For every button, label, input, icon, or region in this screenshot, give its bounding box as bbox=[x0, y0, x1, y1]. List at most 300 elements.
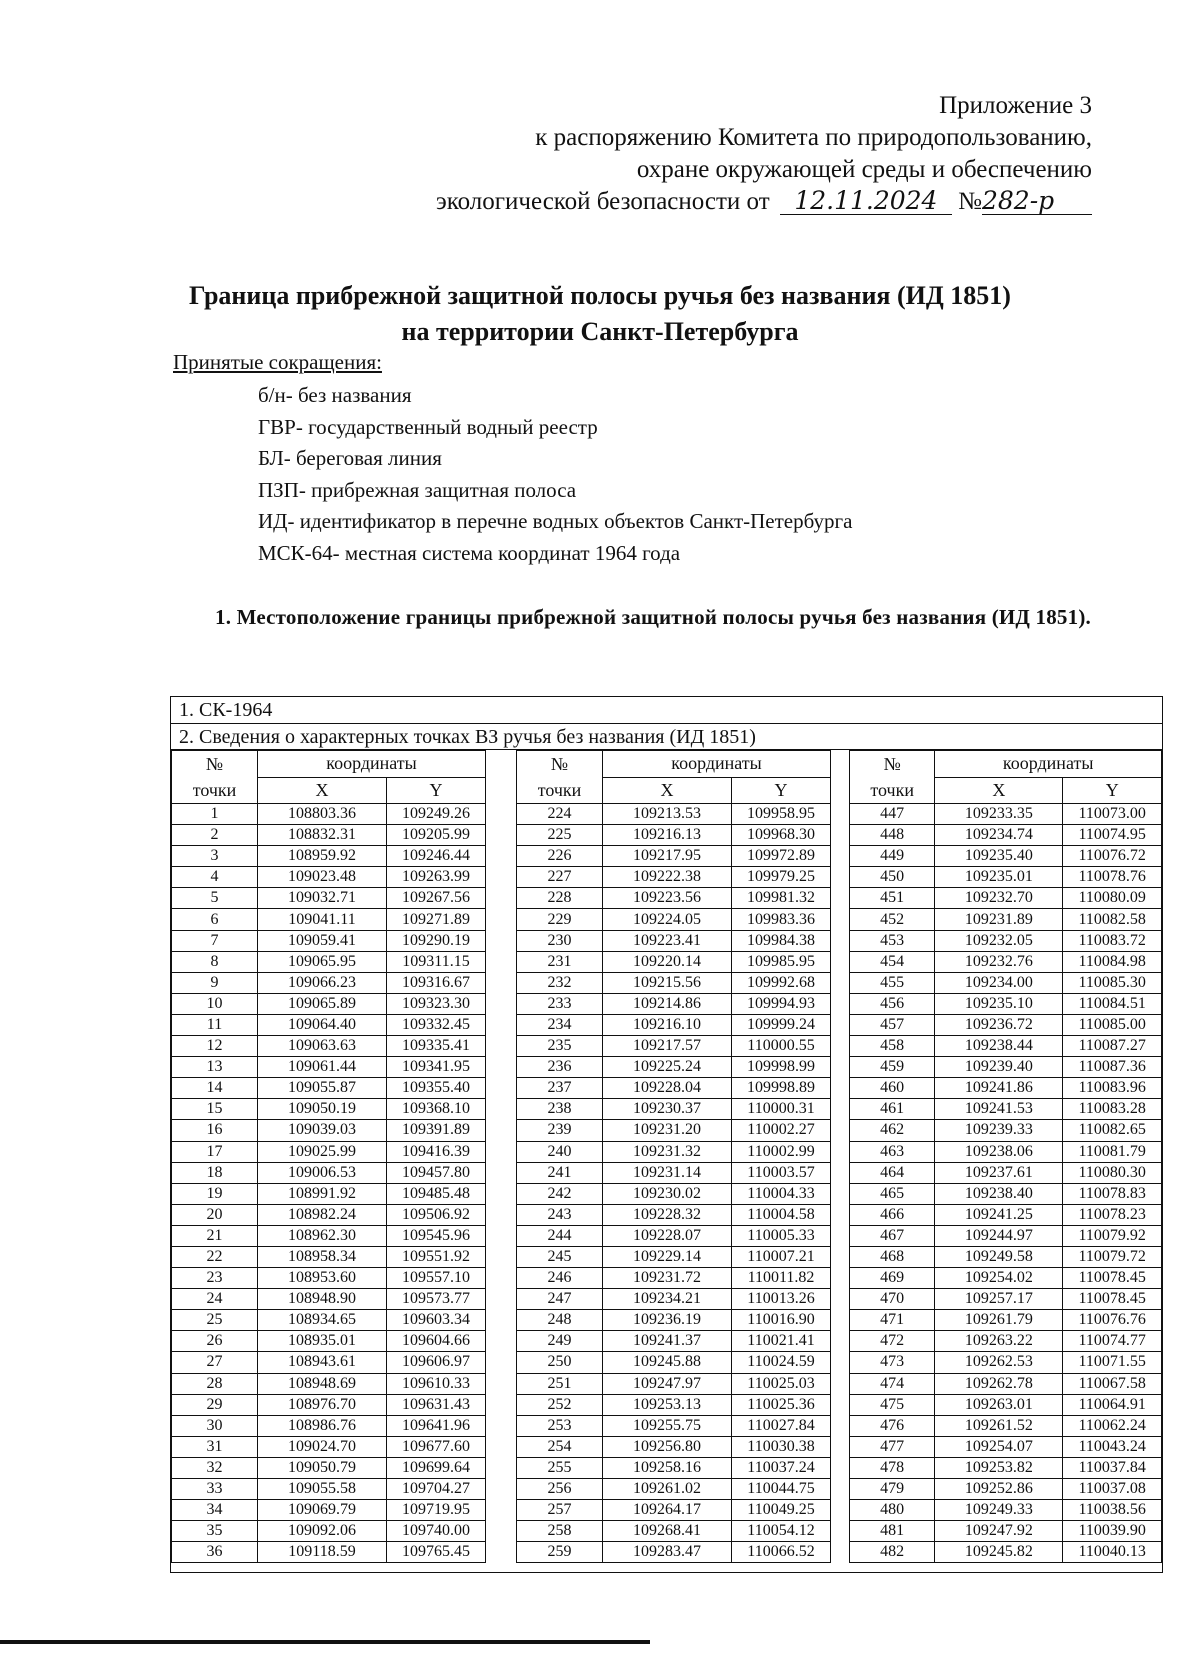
y-coordinate-cell: 109246.44 bbox=[387, 846, 486, 867]
x-coordinate-cell: 109230.02 bbox=[603, 1183, 732, 1204]
x-coordinate-cell: 109263.01 bbox=[935, 1394, 1063, 1415]
x-coordinate-cell: 109236.19 bbox=[603, 1310, 732, 1331]
table-row bbox=[850, 867, 1162, 888]
point-number-cell: 250 bbox=[517, 1352, 603, 1373]
block-header-row-2 bbox=[850, 777, 1162, 804]
table-row bbox=[172, 1057, 486, 1078]
x-coordinate-cell: 109235.01 bbox=[935, 867, 1063, 888]
appendix-line-4 bbox=[436, 186, 1092, 218]
table-row bbox=[172, 1373, 486, 1394]
point-number-cell: 21 bbox=[172, 1225, 258, 1246]
point-number-cell: 469 bbox=[850, 1268, 935, 1289]
x-coordinate-cell: 109231.32 bbox=[603, 1141, 732, 1162]
point-number-cell: 23 bbox=[172, 1268, 258, 1289]
x-coordinate-cell: 109252.86 bbox=[935, 1479, 1063, 1500]
point-number-cell: 234 bbox=[517, 1014, 603, 1035]
y-coordinate-cell: 109249.26 bbox=[387, 804, 486, 825]
x-coordinate-cell: 108958.34 bbox=[258, 1246, 387, 1267]
appendix-line-2: к распоряжению Комитета по природопользованию, bbox=[535, 124, 1092, 151]
x-coordinate-cell: 109118.59 bbox=[258, 1542, 387, 1563]
table-row bbox=[850, 951, 1162, 972]
table-row bbox=[517, 1331, 831, 1352]
table-row bbox=[850, 1268, 1162, 1289]
y-coordinate-cell: 109998.89 bbox=[732, 1078, 831, 1099]
x-coordinate-cell: 109253.13 bbox=[603, 1394, 732, 1415]
x-coordinate-cell: 109239.40 bbox=[935, 1057, 1063, 1078]
x-coordinate-cell: 109063.63 bbox=[258, 1036, 387, 1057]
y-coordinate-cell: 110083.96 bbox=[1063, 1078, 1162, 1099]
point-number-cell: 482 bbox=[850, 1542, 935, 1563]
col-point-header: точки bbox=[517, 777, 603, 804]
point-number-cell: 33 bbox=[172, 1479, 258, 1500]
y-coordinate-cell: 109699.64 bbox=[387, 1457, 486, 1478]
point-number-cell: 226 bbox=[517, 846, 603, 867]
y-coordinate-cell: 109604.66 bbox=[387, 1331, 486, 1352]
x-coordinate-cell: 109232.76 bbox=[935, 951, 1063, 972]
point-number-cell: 230 bbox=[517, 930, 603, 951]
table-row bbox=[850, 1246, 1162, 1267]
abbreviations-list bbox=[258, 380, 852, 569]
y-coordinate-cell: 110085.00 bbox=[1063, 1014, 1162, 1035]
point-number-cell: 248 bbox=[517, 1310, 603, 1331]
x-coordinate-cell: 109238.06 bbox=[935, 1141, 1063, 1162]
y-coordinate-cell: 109335.41 bbox=[387, 1036, 486, 1057]
table-row bbox=[517, 1289, 831, 1310]
appendix-line-1: Приложение 3 bbox=[939, 92, 1092, 119]
table-row bbox=[517, 1162, 831, 1183]
point-number-cell: 25 bbox=[172, 1310, 258, 1331]
y-coordinate-cell: 109557.10 bbox=[387, 1268, 486, 1289]
x-coordinate-cell: 109216.10 bbox=[603, 1014, 732, 1035]
y-coordinate-cell: 110083.72 bbox=[1063, 930, 1162, 951]
point-number-cell: 470 bbox=[850, 1289, 935, 1310]
y-coordinate-cell: 110074.77 bbox=[1063, 1331, 1162, 1352]
abbreviation-item: МСК-64- местная система координат 1964 года bbox=[258, 540, 681, 565]
point-number-cell: 245 bbox=[517, 1246, 603, 1267]
point-number-cell: 27 bbox=[172, 1352, 258, 1373]
y-coordinate-cell: 109610.33 bbox=[387, 1373, 486, 1394]
x-coordinate-cell: 109213.53 bbox=[603, 804, 732, 825]
point-number-cell: 257 bbox=[517, 1500, 603, 1521]
x-coordinate-cell: 109232.70 bbox=[935, 888, 1063, 909]
point-number-cell: 448 bbox=[850, 825, 935, 846]
point-number-cell: 249 bbox=[517, 1331, 603, 1352]
x-coordinate-cell: 108935.01 bbox=[258, 1331, 387, 1352]
point-number-cell: 458 bbox=[850, 1036, 935, 1057]
table-row bbox=[172, 1521, 486, 1542]
y-coordinate-cell: 110078.23 bbox=[1063, 1204, 1162, 1225]
col-number-header: № bbox=[517, 751, 603, 778]
x-coordinate-cell: 109256.80 bbox=[603, 1436, 732, 1457]
x-coordinate-cell: 109262.78 bbox=[935, 1373, 1063, 1394]
y-coordinate-cell: 109332.45 bbox=[387, 1014, 486, 1035]
y-coordinate-cell: 109316.67 bbox=[387, 972, 486, 993]
table-row bbox=[172, 1457, 486, 1478]
table-row bbox=[517, 1436, 831, 1457]
table-row bbox=[850, 1352, 1162, 1373]
abbreviation-item: БЛ- береговая линия bbox=[258, 446, 442, 470]
point-number-cell: 454 bbox=[850, 951, 935, 972]
y-coordinate-cell: 109290.19 bbox=[387, 930, 486, 951]
y-coordinate-cell: 109271.89 bbox=[387, 909, 486, 930]
x-coordinate-cell: 109235.10 bbox=[935, 993, 1063, 1014]
x-coordinate-cell: 109064.40 bbox=[258, 1014, 387, 1035]
table-row bbox=[172, 930, 486, 951]
point-number-cell: 2 bbox=[172, 825, 258, 846]
table-row bbox=[517, 1521, 831, 1542]
y-coordinate-cell: 110083.28 bbox=[1063, 1099, 1162, 1120]
point-number-cell: 447 bbox=[850, 804, 935, 825]
col-coordinates-header: координаты bbox=[935, 751, 1162, 778]
y-coordinate-cell: 109984.38 bbox=[732, 930, 831, 951]
x-coordinate-cell: 109229.14 bbox=[603, 1246, 732, 1267]
table-row bbox=[850, 972, 1162, 993]
point-number-cell: 12 bbox=[172, 1036, 258, 1057]
x-coordinate-cell: 109006.53 bbox=[258, 1162, 387, 1183]
table-row bbox=[850, 1099, 1162, 1120]
y-coordinate-cell: 109545.96 bbox=[387, 1225, 486, 1246]
x-coordinate-cell: 109223.56 bbox=[603, 888, 732, 909]
bottom-rule bbox=[0, 1640, 650, 1644]
point-number-cell: 26 bbox=[172, 1331, 258, 1352]
y-coordinate-cell: 110013.26 bbox=[732, 1289, 831, 1310]
table-row bbox=[172, 804, 486, 825]
x-coordinate-cell: 109247.97 bbox=[603, 1373, 732, 1394]
point-number-cell: 464 bbox=[850, 1162, 935, 1183]
x-coordinate-cell: 109041.11 bbox=[258, 909, 387, 930]
x-coordinate-cell: 108943.61 bbox=[258, 1352, 387, 1373]
table-row bbox=[172, 1204, 486, 1225]
x-coordinate-cell: 108934.65 bbox=[258, 1310, 387, 1331]
y-coordinate-cell: 110037.24 bbox=[732, 1457, 831, 1478]
col-number-header: № bbox=[850, 751, 935, 778]
y-coordinate-cell: 109979.25 bbox=[732, 867, 831, 888]
point-number-cell: 35 bbox=[172, 1521, 258, 1542]
y-coordinate-cell: 109311.15 bbox=[387, 951, 486, 972]
table-row bbox=[172, 1036, 486, 1057]
point-number-cell: 452 bbox=[850, 909, 935, 930]
point-number-cell: 28 bbox=[172, 1373, 258, 1394]
y-coordinate-cell: 110025.03 bbox=[732, 1373, 831, 1394]
x-coordinate-cell: 109217.95 bbox=[603, 846, 732, 867]
table-row bbox=[517, 825, 831, 846]
point-number-cell: 18 bbox=[172, 1162, 258, 1183]
x-coordinate-cell: 109239.33 bbox=[935, 1120, 1063, 1141]
point-number-cell: 239 bbox=[517, 1120, 603, 1141]
y-coordinate-cell: 110049.25 bbox=[732, 1500, 831, 1521]
y-coordinate-cell: 109968.30 bbox=[732, 825, 831, 846]
x-coordinate-cell: 109065.95 bbox=[258, 951, 387, 972]
point-number-cell: 7 bbox=[172, 930, 258, 951]
table-row bbox=[850, 888, 1162, 909]
point-number-cell: 472 bbox=[850, 1331, 935, 1352]
table-row bbox=[517, 1014, 831, 1035]
y-coordinate-cell: 110078.83 bbox=[1063, 1183, 1162, 1204]
document-title bbox=[0, 278, 1200, 350]
x-coordinate-cell: 109214.86 bbox=[603, 993, 732, 1014]
table-row bbox=[172, 1078, 486, 1099]
x-coordinate-cell: 108991.92 bbox=[258, 1183, 387, 1204]
x-coordinate-cell: 109236.72 bbox=[935, 1014, 1063, 1035]
y-coordinate-cell: 110000.31 bbox=[732, 1099, 831, 1120]
y-coordinate-cell: 109551.92 bbox=[387, 1246, 486, 1267]
y-coordinate-cell: 110000.55 bbox=[732, 1036, 831, 1057]
table-row bbox=[517, 1268, 831, 1289]
point-number-cell: 31 bbox=[172, 1436, 258, 1457]
table-row bbox=[517, 1479, 831, 1500]
handwritten-number: 282-р bbox=[982, 188, 1092, 215]
point-number-cell: 461 bbox=[850, 1099, 935, 1120]
y-coordinate-cell: 110030.38 bbox=[732, 1436, 831, 1457]
document-title-line-1: Граница прибрежной защитной полосы ручья без названия (ИД 1851) bbox=[189, 281, 1011, 310]
table-row bbox=[172, 846, 486, 867]
point-number-cell: 479 bbox=[850, 1479, 935, 1500]
col-y-header: Y bbox=[1063, 777, 1162, 804]
x-coordinate-cell: 109024.70 bbox=[258, 1436, 387, 1457]
point-number-cell: 237 bbox=[517, 1078, 603, 1099]
y-coordinate-cell: 109603.34 bbox=[387, 1310, 486, 1331]
x-coordinate-cell: 108803.36 bbox=[258, 804, 387, 825]
point-number-cell: 14 bbox=[172, 1078, 258, 1099]
block-header-row-2 bbox=[517, 777, 831, 804]
point-number-cell: 453 bbox=[850, 930, 935, 951]
table-row bbox=[850, 1415, 1162, 1436]
point-number-cell: 480 bbox=[850, 1500, 935, 1521]
point-number-cell: 15 bbox=[172, 1099, 258, 1120]
table-row bbox=[172, 1183, 486, 1204]
y-coordinate-cell: 110076.76 bbox=[1063, 1310, 1162, 1331]
table-row bbox=[172, 1352, 486, 1373]
table-row bbox=[172, 1268, 486, 1289]
table-row bbox=[517, 1099, 831, 1120]
y-coordinate-cell: 109641.96 bbox=[387, 1415, 486, 1436]
point-number-cell: 224 bbox=[517, 804, 603, 825]
point-number-cell: 467 bbox=[850, 1225, 935, 1246]
y-coordinate-cell: 109355.40 bbox=[387, 1078, 486, 1099]
x-coordinate-cell: 108976.70 bbox=[258, 1394, 387, 1415]
col-point-header: точки bbox=[850, 777, 935, 804]
point-number-cell: 256 bbox=[517, 1479, 603, 1500]
block-header-row-1 bbox=[850, 751, 1162, 778]
point-number-cell: 36 bbox=[172, 1542, 258, 1563]
y-coordinate-cell: 109704.27 bbox=[387, 1479, 486, 1500]
x-coordinate-cell: 109254.02 bbox=[935, 1268, 1063, 1289]
table-row bbox=[517, 1183, 831, 1204]
y-coordinate-cell: 110037.84 bbox=[1063, 1457, 1162, 1478]
table-row bbox=[172, 1415, 486, 1436]
point-number-cell: 241 bbox=[517, 1162, 603, 1183]
table-row bbox=[517, 930, 831, 951]
point-number-cell: 231 bbox=[517, 951, 603, 972]
point-number-cell: 463 bbox=[850, 1141, 935, 1162]
table-row bbox=[172, 1014, 486, 1035]
x-coordinate-cell: 109249.58 bbox=[935, 1246, 1063, 1267]
point-number-cell: 8 bbox=[172, 951, 258, 972]
x-coordinate-cell: 109228.32 bbox=[603, 1204, 732, 1225]
table-row bbox=[172, 825, 486, 846]
point-number-cell: 476 bbox=[850, 1415, 935, 1436]
y-coordinate-cell: 110081.79 bbox=[1063, 1141, 1162, 1162]
block-header-row-1 bbox=[172, 751, 486, 778]
y-coordinate-cell: 110074.95 bbox=[1063, 825, 1162, 846]
x-coordinate-cell: 108832.31 bbox=[258, 825, 387, 846]
table-row bbox=[850, 1289, 1162, 1310]
table-row bbox=[517, 1500, 831, 1521]
table-row bbox=[172, 972, 486, 993]
y-coordinate-cell: 109740.00 bbox=[387, 1521, 486, 1542]
table-row bbox=[517, 1141, 831, 1162]
table-row bbox=[850, 1120, 1162, 1141]
y-coordinate-cell: 109631.43 bbox=[387, 1394, 486, 1415]
y-coordinate-cell: 109506.92 bbox=[387, 1204, 486, 1225]
appendix-line-3: охране окружающей среды и обеспечению bbox=[636, 156, 1092, 183]
col-coordinates-header: координаты bbox=[603, 751, 831, 778]
table-row bbox=[517, 1204, 831, 1225]
point-number-cell: 481 bbox=[850, 1521, 935, 1542]
point-number-cell: 235 bbox=[517, 1036, 603, 1057]
x-coordinate-cell: 109258.16 bbox=[603, 1457, 732, 1478]
x-coordinate-cell: 109234.74 bbox=[935, 825, 1063, 846]
point-number-cell: 5 bbox=[172, 888, 258, 909]
abbreviation-item: б/н- без названия bbox=[258, 383, 412, 407]
point-number-cell: 242 bbox=[517, 1183, 603, 1204]
table-row bbox=[172, 993, 486, 1014]
table-row bbox=[850, 930, 1162, 951]
x-coordinate-cell: 109241.53 bbox=[935, 1099, 1063, 1120]
point-number-cell: 32 bbox=[172, 1457, 258, 1478]
appendix-header bbox=[436, 90, 1092, 218]
point-number-cell: 232 bbox=[517, 972, 603, 993]
table-row bbox=[517, 1057, 831, 1078]
table-row bbox=[517, 1373, 831, 1394]
x-coordinate-cell: 109261.02 bbox=[603, 1479, 732, 1500]
table-row bbox=[517, 909, 831, 930]
x-coordinate-cell: 109220.14 bbox=[603, 951, 732, 972]
x-coordinate-cell: 109223.41 bbox=[603, 930, 732, 951]
table-row bbox=[517, 846, 831, 867]
x-coordinate-cell: 109092.06 bbox=[258, 1521, 387, 1542]
point-number-cell: 246 bbox=[517, 1268, 603, 1289]
point-number-cell: 240 bbox=[517, 1141, 603, 1162]
table-row bbox=[850, 1331, 1162, 1352]
x-coordinate-cell: 109055.58 bbox=[258, 1479, 387, 1500]
table-row bbox=[517, 1225, 831, 1246]
col-coordinates-header: координаты bbox=[258, 751, 486, 778]
point-number-cell: 252 bbox=[517, 1394, 603, 1415]
x-coordinate-cell: 109039.03 bbox=[258, 1120, 387, 1141]
point-number-cell: 233 bbox=[517, 993, 603, 1014]
y-coordinate-cell: 110025.36 bbox=[732, 1394, 831, 1415]
point-number-cell: 253 bbox=[517, 1415, 603, 1436]
x-coordinate-cell: 109231.89 bbox=[935, 909, 1063, 930]
point-number-cell: 258 bbox=[517, 1521, 603, 1542]
table-row bbox=[517, 1120, 831, 1141]
point-number-cell: 462 bbox=[850, 1120, 935, 1141]
y-coordinate-cell: 110080.09 bbox=[1063, 888, 1162, 909]
point-number-cell: 29 bbox=[172, 1394, 258, 1415]
y-coordinate-cell: 109391.89 bbox=[387, 1120, 486, 1141]
point-number-cell: 459 bbox=[850, 1057, 935, 1078]
table-row bbox=[172, 1436, 486, 1457]
table-row bbox=[850, 993, 1162, 1014]
block-header-row-1 bbox=[517, 751, 831, 778]
table-header-description: 2. Сведения о характерных точках ВЗ ручья без названия (ИД 1851) bbox=[171, 724, 1162, 750]
table-row bbox=[517, 888, 831, 909]
x-coordinate-cell: 109025.99 bbox=[258, 1141, 387, 1162]
table-row bbox=[172, 951, 486, 972]
table-row bbox=[850, 1394, 1162, 1415]
point-number-cell: 236 bbox=[517, 1057, 603, 1078]
x-coordinate-cell: 108948.90 bbox=[258, 1289, 387, 1310]
x-coordinate-cell: 109230.37 bbox=[603, 1099, 732, 1120]
y-coordinate-cell: 109416.39 bbox=[387, 1141, 486, 1162]
point-number-cell: 11 bbox=[172, 1014, 258, 1035]
point-number-cell: 238 bbox=[517, 1099, 603, 1120]
y-coordinate-cell: 110064.91 bbox=[1063, 1394, 1162, 1415]
point-number-cell: 4 bbox=[172, 867, 258, 888]
y-coordinate-cell: 110067.58 bbox=[1063, 1373, 1162, 1394]
table-row bbox=[172, 909, 486, 930]
table-row bbox=[850, 1542, 1162, 1563]
x-coordinate-cell: 108953.60 bbox=[258, 1268, 387, 1289]
table-row bbox=[172, 1099, 486, 1120]
x-coordinate-cell: 109224.05 bbox=[603, 909, 732, 930]
x-coordinate-cell: 109222.38 bbox=[603, 867, 732, 888]
x-coordinate-cell: 109050.79 bbox=[258, 1457, 387, 1478]
y-coordinate-cell: 109323.30 bbox=[387, 993, 486, 1014]
table-row bbox=[850, 1014, 1162, 1035]
handwritten-date: 12.11.2024 bbox=[780, 188, 952, 215]
point-number-cell: 227 bbox=[517, 867, 603, 888]
table-row bbox=[850, 1479, 1162, 1500]
y-coordinate-cell: 110043.24 bbox=[1063, 1436, 1162, 1457]
y-coordinate-cell: 110037.08 bbox=[1063, 1479, 1162, 1500]
point-number-cell: 255 bbox=[517, 1457, 603, 1478]
y-coordinate-cell: 110004.58 bbox=[732, 1204, 831, 1225]
y-coordinate-cell: 109998.99 bbox=[732, 1057, 831, 1078]
point-number-cell: 16 bbox=[172, 1120, 258, 1141]
y-coordinate-cell: 110066.52 bbox=[732, 1542, 831, 1563]
table-header-system: 1. СК-1964 bbox=[171, 697, 1162, 724]
y-coordinate-cell: 109719.95 bbox=[387, 1500, 486, 1521]
point-number-cell: 247 bbox=[517, 1289, 603, 1310]
y-coordinate-cell: 110003.57 bbox=[732, 1162, 831, 1183]
number-sign: № bbox=[958, 188, 982, 215]
point-number-cell: 225 bbox=[517, 825, 603, 846]
x-coordinate-cell: 108948.69 bbox=[258, 1373, 387, 1394]
y-coordinate-cell: 110079.92 bbox=[1063, 1225, 1162, 1246]
x-coordinate-cell: 109245.82 bbox=[935, 1542, 1063, 1563]
y-coordinate-cell: 110078.76 bbox=[1063, 867, 1162, 888]
table-row bbox=[517, 972, 831, 993]
y-coordinate-cell: 109267.56 bbox=[387, 888, 486, 909]
y-coordinate-cell: 109573.77 bbox=[387, 1289, 486, 1310]
col-x-header: X bbox=[258, 777, 387, 804]
abbreviations-heading: Принятые сокращения: bbox=[173, 350, 382, 374]
y-coordinate-cell: 109958.95 bbox=[732, 804, 831, 825]
x-coordinate-cell: 109249.33 bbox=[935, 1500, 1063, 1521]
table-row bbox=[172, 867, 486, 888]
table-row bbox=[850, 1078, 1162, 1099]
point-number-cell: 228 bbox=[517, 888, 603, 909]
coordinates-block-3 bbox=[849, 750, 1162, 1563]
table-row bbox=[850, 804, 1162, 825]
table-row bbox=[850, 1162, 1162, 1183]
x-coordinate-cell: 109241.37 bbox=[603, 1331, 732, 1352]
y-coordinate-cell: 109972.89 bbox=[732, 846, 831, 867]
x-coordinate-cell: 109238.40 bbox=[935, 1183, 1063, 1204]
point-number-cell: 19 bbox=[172, 1183, 258, 1204]
